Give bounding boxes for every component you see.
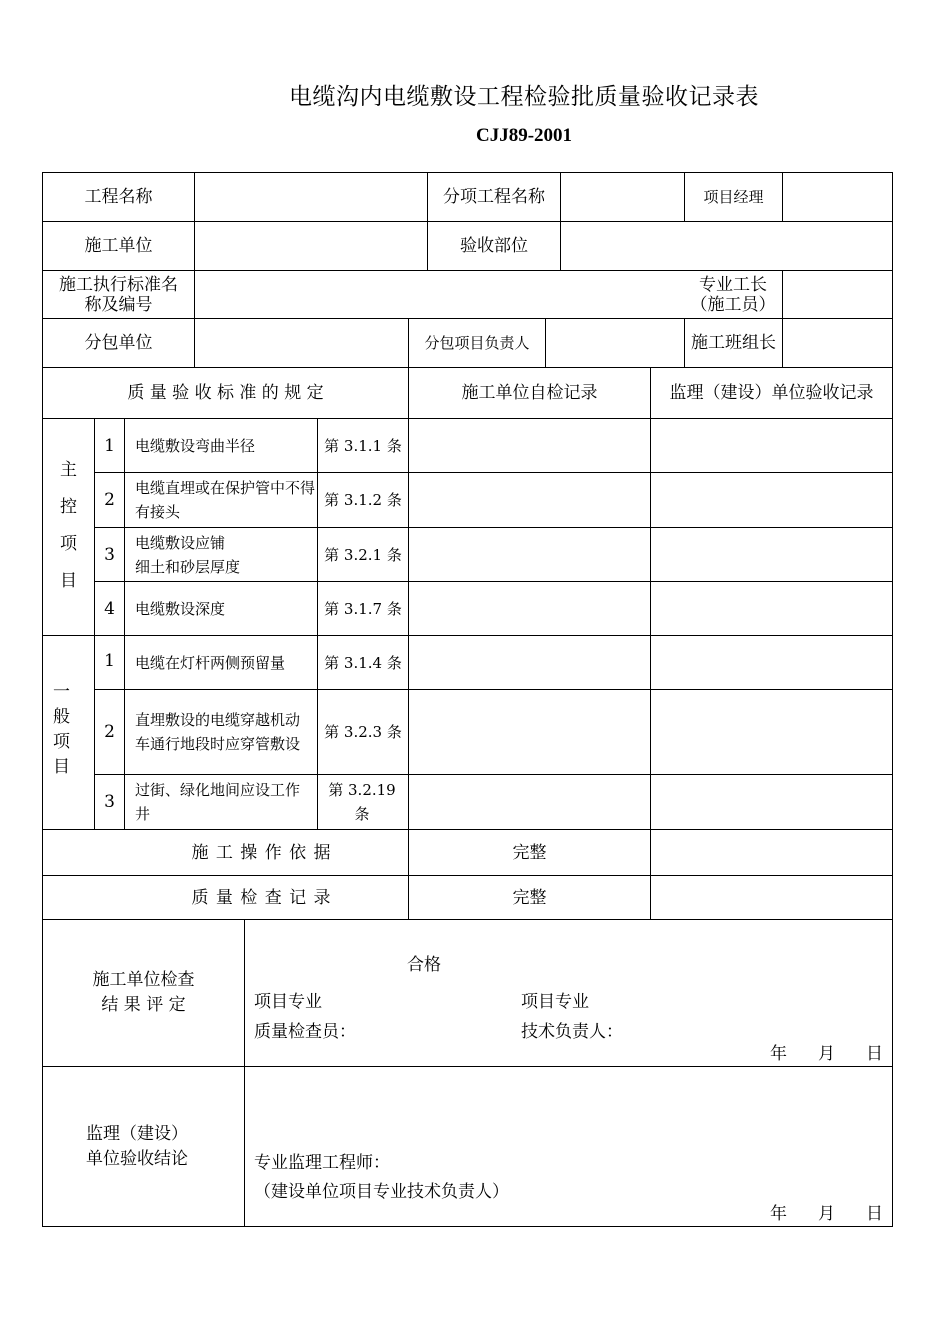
label-evaluation-line2: 结 果 评 定 bbox=[101, 995, 186, 1015]
conclusion-date-day: 日 bbox=[866, 1204, 883, 1224]
label-standard-name-line1: 施工执行标准名 bbox=[59, 274, 178, 295]
main-item-clause: 第 3.2.1 条 bbox=[324, 545, 402, 564]
main-item-no: 2 bbox=[104, 490, 115, 510]
supervision-engineer-label: 专业监理工程师： bbox=[254, 1153, 390, 1173]
main-item-desc: 电缆敷设弯曲半径 bbox=[135, 436, 256, 455]
main-item-clause: 第 3.1.7 条 bbox=[324, 599, 402, 618]
evaluation-date-year: 年 bbox=[770, 1044, 787, 1064]
label-team-leader: 施工班组长 bbox=[691, 333, 776, 353]
value-operation-basis: 完整 bbox=[512, 842, 547, 863]
general-items-label-char: 一 bbox=[53, 682, 70, 702]
label-operation-basis: 施 工 操 作 依 据 bbox=[191, 842, 332, 863]
evaluation-date-month: 月 bbox=[818, 1044, 835, 1064]
conclusion-date-month: 月 bbox=[818, 1204, 835, 1224]
main-item-desc: 电缆敷设应铺 细土和砂层厚度 bbox=[135, 533, 241, 576]
label-evaluation-line1: 施工单位检查 bbox=[92, 970, 195, 990]
conclusion-date-year: 年 bbox=[770, 1204, 787, 1224]
main-item-clause: 第 3.1.1 条 bbox=[324, 436, 402, 455]
main-items-label-char: 控 bbox=[60, 497, 77, 517]
general-item-no: 3 bbox=[104, 792, 115, 812]
label-foreman-line1: 专业工长 bbox=[699, 274, 767, 295]
column-supervision: 监理（建设）单位验收记录 bbox=[669, 383, 874, 403]
label-standard-name bbox=[43, 271, 194, 318]
label-acceptance-part: 验收部位 bbox=[460, 236, 528, 256]
label-foreman bbox=[684, 271, 782, 318]
label-conclusion-line2: 单位验收结论 bbox=[86, 1149, 188, 1169]
general-item-no: 2 bbox=[104, 722, 115, 742]
inspector-label-line1: 项目专业 bbox=[254, 992, 322, 1012]
column-self-check: 施工单位自检记录 bbox=[461, 383, 598, 403]
label-sub-project-name: 分项工程名称 bbox=[443, 187, 545, 207]
main-item-desc: 电缆直埋或在保护管中不得有接头 bbox=[135, 479, 316, 521]
main-item-clause: 第 3.1.2 条 bbox=[324, 491, 402, 509]
label-subcontract-leader: 分包项目负责人 bbox=[424, 334, 530, 352]
main-item-desc: 电缆敷设深度 bbox=[135, 599, 226, 618]
owner-tech-lead-label: （建设单位项目专业技术负责人） bbox=[254, 1182, 509, 1202]
general-item-desc: 过街、绿化地间应设工作井 bbox=[135, 781, 301, 823]
label-foreman-line2: （施工员） bbox=[690, 294, 776, 315]
general-item-clause: 第 3.2.3 条 bbox=[324, 723, 402, 741]
general-items-label-char: 般 bbox=[53, 707, 70, 727]
column-standard: 质 量 验 收 标 准 的 规 定 bbox=[127, 383, 324, 403]
value-quality-record: 完整 bbox=[512, 887, 547, 908]
label-construction-unit: 施工单位 bbox=[84, 236, 153, 256]
general-item-no: 1 bbox=[104, 651, 115, 671]
page-title: 电缆沟内电缆敷设工程检验批质量验收记录表 bbox=[289, 84, 759, 110]
tech-lead-label-line1: 项目专业 bbox=[521, 992, 589, 1012]
main-item-no: 3 bbox=[104, 544, 115, 565]
main-item-no: 4 bbox=[104, 598, 115, 619]
label-conclusion-line1: 监理（建设） bbox=[86, 1124, 188, 1144]
tech-lead-label-line2: 技术负责人： bbox=[521, 1022, 623, 1042]
label-quality-record: 质 量 检 查 记 录 bbox=[191, 887, 332, 908]
main-items-label-char: 目 bbox=[60, 571, 77, 591]
general-items-label bbox=[43, 680, 80, 780]
general-items-label-char: 项 bbox=[53, 732, 70, 752]
standard-code: CJJ89-2001 bbox=[475, 125, 573, 146]
general-item-clause: 第 3.2.19 条 bbox=[328, 781, 396, 823]
evaluation-result: 合格 bbox=[407, 955, 441, 975]
label-evaluation bbox=[43, 920, 244, 1066]
evaluation-date-day: 日 bbox=[866, 1044, 883, 1064]
inspector-label-line2: 质量检查员： bbox=[254, 1022, 356, 1042]
main-items-label-char: 项 bbox=[60, 534, 77, 554]
label-project-name: 工程名称 bbox=[84, 187, 153, 207]
label-subcontract-unit: 分包单位 bbox=[84, 333, 153, 353]
general-item-desc: 电缆在灯杆两侧预留量 bbox=[135, 653, 286, 672]
main-item-no: 1 bbox=[104, 435, 115, 456]
main-items-label bbox=[43, 452, 94, 600]
main-items-label-char: 主 bbox=[60, 460, 77, 480]
general-item-clause: 第 3.1.4 条 bbox=[324, 653, 402, 672]
general-items-label-char: 目 bbox=[53, 757, 70, 777]
label-project-manager: 项目经理 bbox=[703, 188, 764, 206]
general-item-desc: 直埋敷设的电缆穿越机动车通行地段时应穿管敷设 bbox=[135, 711, 301, 753]
label-standard-name-line2: 称及编号 bbox=[84, 294, 153, 315]
